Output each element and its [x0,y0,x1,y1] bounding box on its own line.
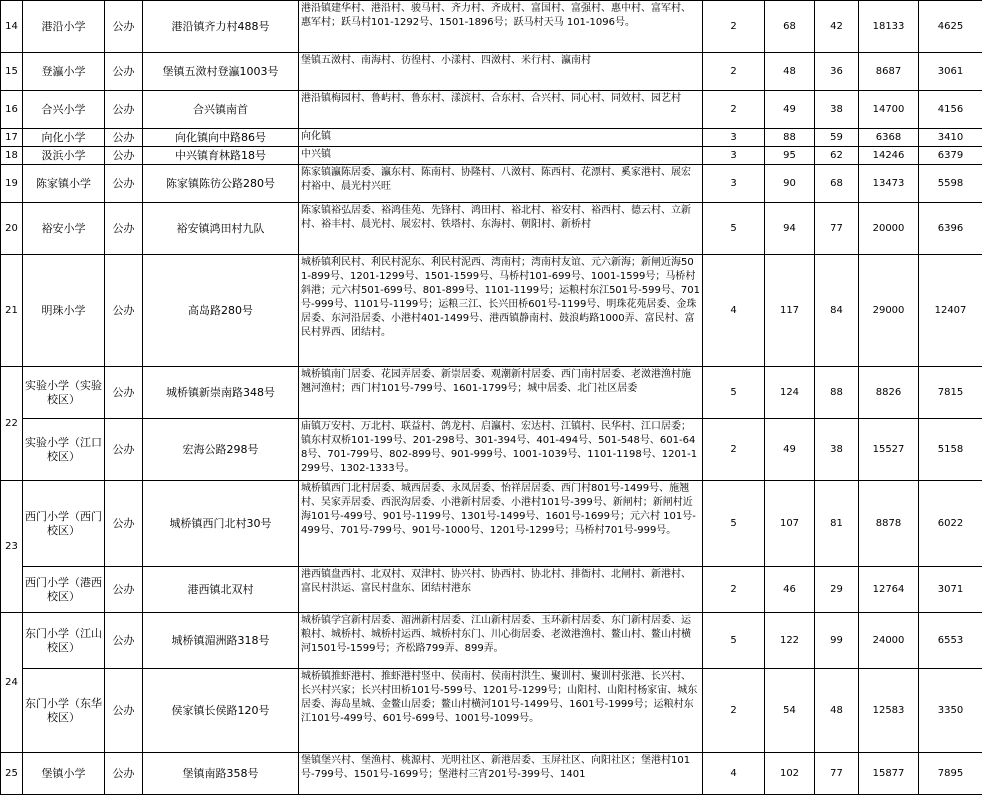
school-type: 公办 [105,367,143,419]
value-4: 4156 [919,91,982,129]
value-1: 90 [765,165,815,203]
value-2: 81 [815,481,859,567]
value-4: 3350 [919,669,982,753]
value-1: 49 [765,91,815,129]
value-2: 77 [815,203,859,255]
district-area: 港西镇盘西村、北双村、双津村、协兴村、协西村、协北村、排衙村、北闸村、新港村、富民村洪运、富民村盘东、团结村港东 [299,567,703,613]
district-area: 港沿镇梅园村、鲁屿村、鲁东村、漾滨村、合东村、合兴村、同心村、同效村、园艺村 [299,91,703,129]
table-row [1,567,982,613]
district-area: 城桥镇学宫新村居委、湄洲新村居委、江山新村居委、玉环新村居委、东门新村居委、运粮村、城桥村、城桥村运西、城桥村东门、川心街居委、老滧港渔村、鳌山村、鳌山村横河1501号-1599号；齐松路799弄、899弄。 [299,613,703,669]
table-row [1,419,982,481]
value-1: 48 [765,53,815,91]
district-area: 城桥镇推虾港村、推虾港村竖中、侯南村、侯南村洪生、聚训村、聚训村张港、长兴村、长兴村兴家；长兴村田桥101号-599号、1201号-1299号；山阳村、山阳村杨家宙、城东居委、海岛星城、金鳌山居委；鳌山村横河101号-1499号、1601号-1999号；运粮村东江101号-499号、601号-699号、1001号-1099号。 [299,669,703,753]
value-2: 68 [815,165,859,203]
value-2: 62 [815,147,859,165]
school-type: 公办 [105,481,143,567]
value-1: 88 [765,129,815,147]
school-address: 高岛路280号 [143,255,299,367]
value-4: 6022 [919,481,982,567]
table-row [1,203,982,255]
school-type: 公办 [105,91,143,129]
school-type: 公办 [105,165,143,203]
row-seq: 22 [1,367,23,481]
row-seq: 17 [1,129,23,147]
school-address: 中兴镇育林路18号 [143,147,299,165]
district-area: 港沿镇建华村、港沿村、骏马村、齐力村、齐成村、富国村、富强村、惠中村、富军村、惠军村；跃马村101-1292号、1501-1896号；跃马村天马 101-1096号。 [299,1,703,53]
district-area: 城桥镇利民村、利民村泥东、利民村泥西、湾南村；湾南村友谊、元六新海；新闸近海501-899号、1201-1299号、1501-1599号、马桥村101-699号、1001-1599号；马桥村斜港；元六村501-699号、801-899号、1101-1199号；运粮村东江501号-599号、701号-999号、1101号-1199号；运粮三江、长兴田桥601号-1199号、明珠花苑居委、金珠居委、东河沿居委、小港村401-1499号、港西镇静南村、鼓浪屿路1000弄、富民村、富民村界西、团结村。 [299,255,703,367]
value-3: 29000 [859,255,919,367]
value-1: 102 [765,753,815,795]
row-seq: 21 [1,255,23,367]
value-1: 117 [765,255,815,367]
table-row [1,613,982,669]
value-2: 59 [815,129,859,147]
school-type: 公办 [105,753,143,795]
school-name: 汲浜小学 [23,147,105,165]
school-name: 西门小学（港西校区） [23,567,105,613]
value-1: 95 [765,147,815,165]
school-name: 东门小学（江山校区） [23,613,105,669]
table-row [1,481,982,567]
row-seq: 24 [1,613,23,753]
value-1: 94 [765,203,815,255]
value-2: 88 [815,367,859,419]
school-address: 堡镇南路358号 [143,753,299,795]
row-seq: 23 [1,481,23,613]
grade-count: 2 [703,53,765,91]
school-address: 侯家镇长侯路120号 [143,669,299,753]
table-row [1,367,982,419]
value-2: 77 [815,753,859,795]
school-type: 公办 [105,613,143,669]
row-seq: 19 [1,165,23,203]
grade-count: 4 [703,255,765,367]
value-4: 7895 [919,753,982,795]
district-area: 堡镇五滧村、南海村、彷徨村、小漾村、四滧村、米行村、瀛南村 [299,53,703,91]
district-area: 陈家镇裕弘居委、裕鸿佳苑、先锋村、鸿田村、裕北村、裕安村、裕西村、德云村、立新村、裕丰村、晨光村、展宏村、铁塔村、东海村、朝阳村、新桥村 [299,203,703,255]
grade-count: 3 [703,165,765,203]
table-row [1,147,982,165]
grade-count: 2 [703,567,765,613]
school-type: 公办 [105,419,143,481]
school-name: 西门小学（西门校区） [23,481,105,567]
table-row [1,255,982,367]
grade-count: 2 [703,419,765,481]
grade-count: 5 [703,367,765,419]
value-1: 122 [765,613,815,669]
school-address: 港西镇北双村 [143,567,299,613]
value-4: 3071 [919,567,982,613]
value-2: 48 [815,669,859,753]
value-3: 8878 [859,481,919,567]
school-name: 陈家镇小学 [23,165,105,203]
value-2: 29 [815,567,859,613]
value-3: 15877 [859,753,919,795]
value-4: 5598 [919,165,982,203]
table-row [1,753,982,795]
table-row [1,165,982,203]
district-area: 向化镇 [299,129,703,147]
district-area: 城桥镇西门北村居委、城西居委、永凤居委、怡祥居居委、西门村801号-1499号、施翘村、吴家弄居委、西泯沟居委、小港新村居委、小港村101号-399号、新闸村；新闸村近海101号-499号、901号-1199号、1301号-1499号、1601号-1699号；元六村 101号-499号、701号-799号、901号-1000号、1201号-1299号；马桥村701号-999号。 [299,481,703,567]
grade-count: 2 [703,1,765,53]
row-seq: 16 [1,91,23,129]
row-seq: 20 [1,203,23,255]
school-name: 实验小学（江口校区） [23,419,105,481]
school-address: 城桥镇新崇南路348号 [143,367,299,419]
school-name: 向化小学 [23,129,105,147]
value-3: 12764 [859,567,919,613]
value-1: 107 [765,481,815,567]
grade-count: 4 [703,753,765,795]
value-3: 14700 [859,91,919,129]
school-name: 明珠小学 [23,255,105,367]
value-4: 12407 [919,255,982,367]
row-seq: 15 [1,53,23,91]
value-2: 99 [815,613,859,669]
value-4: 3061 [919,53,982,91]
school-address: 堡镇五滧村登瀛1003号 [143,53,299,91]
district-area: 城桥镇南门居委、花园弄居委、新崇居委、观潮新村居委、西门南村居委、老滧港渔村施翘河渔村；西门村101号-799号、1601-1799号；城中居委、北门社区居委 [299,367,703,419]
school-name: 登瀛小学 [23,53,105,91]
row-seq: 25 [1,753,23,795]
value-3: 8826 [859,367,919,419]
school-type: 公办 [105,669,143,753]
grade-count: 2 [703,91,765,129]
grade-count: 5 [703,481,765,567]
value-4: 5158 [919,419,982,481]
school-type: 公办 [105,53,143,91]
table-row [1,53,982,91]
value-1: 124 [765,367,815,419]
grade-count: 2 [703,669,765,753]
value-1: 68 [765,1,815,53]
table-row [1,669,982,753]
school-address: 裕安镇鸿田村九队 [143,203,299,255]
school-type: 公办 [105,255,143,367]
value-3: 14246 [859,147,919,165]
school-address: 宏海公路298号 [143,419,299,481]
table-row [1,129,982,147]
value-1: 46 [765,567,815,613]
grade-count: 3 [703,129,765,147]
school-name: 实验小学（实验校区） [23,367,105,419]
school-address: 向化镇向中路86号 [143,129,299,147]
value-3: 24000 [859,613,919,669]
value-2: 84 [815,255,859,367]
value-1: 54 [765,669,815,753]
value-1: 49 [765,419,815,481]
value-3: 15527 [859,419,919,481]
value-2: 42 [815,1,859,53]
value-3: 18133 [859,1,919,53]
school-address: 合兴镇南首 [143,91,299,129]
row-seq: 18 [1,147,23,165]
row-seq: 14 [1,1,23,53]
value-4: 7815 [919,367,982,419]
school-address: 港沿镇齐力村488号 [143,1,299,53]
district-area: 堡镇堡兴村、堡渔村、桃源村、光明社区、新港居委、玉屏社区、向阳社区；堡港村101号-799号、1501号-1699号；堡港村三宵201号-399号、1401 [299,753,703,795]
value-2: 36 [815,53,859,91]
school-name: 港沿小学 [23,1,105,53]
school-name: 堡镇小学 [23,753,105,795]
value-3: 6368 [859,129,919,147]
school-name: 合兴小学 [23,91,105,129]
value-4: 6553 [919,613,982,669]
district-area: 庙镇万安村、万北村、联益村、鸽龙村、启瀛村、宏达村、江镇村、民华村、江口居委；镇东村双桥101-199号、201-298号、301-394号、401-494号、501-548号、601-648号、701-799号、802-899号、901-999号、1001-1039号、1101-1198号、1201-1299号、1302-1333号。 [299,419,703,481]
value-3: 12583 [859,669,919,753]
value-3: 8687 [859,53,919,91]
value-4: 6379 [919,147,982,165]
table-row [1,91,982,129]
school-name: 裕安小学 [23,203,105,255]
grade-count: 5 [703,613,765,669]
value-2: 38 [815,419,859,481]
school-type: 公办 [105,203,143,255]
school-type: 公办 [105,567,143,613]
district-area: 中兴镇 [299,147,703,165]
value-4: 6396 [919,203,982,255]
school-address: 陈家镇陈彷公路280号 [143,165,299,203]
value-2: 38 [815,91,859,129]
district-area: 陈家镇瀛陈居委、瀛东村、陈南村、协隆村、八滧村、陈西村、花漂村、奚家港村、展宏村裕中、晨光村兴旺 [299,165,703,203]
value-4: 4625 [919,1,982,53]
value-3: 13473 [859,165,919,203]
table-row [1,1,982,53]
school-type: 公办 [105,1,143,53]
school-address: 城桥镇西门北村30号 [143,481,299,567]
school-address: 城桥镇湄洲路318号 [143,613,299,669]
school-type: 公办 [105,147,143,165]
value-4: 3410 [919,129,982,147]
grade-count: 3 [703,147,765,165]
school-name: 东门小学（东华校区） [23,669,105,753]
grade-count: 5 [703,203,765,255]
school-type: 公办 [105,129,143,147]
value-3: 20000 [859,203,919,255]
